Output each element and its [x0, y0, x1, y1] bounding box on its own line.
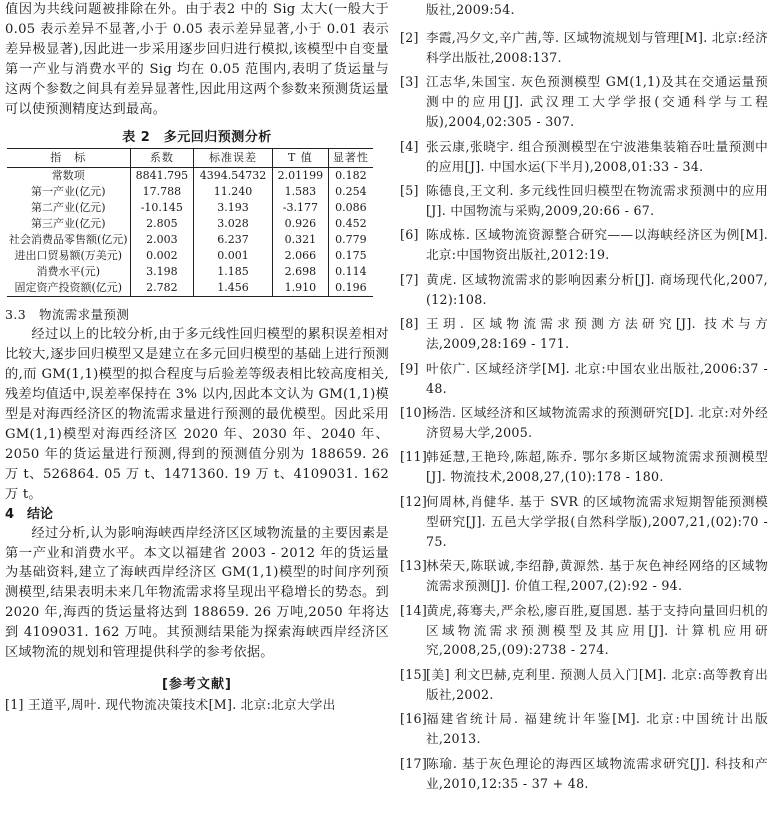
table-cell: 0.452	[328, 216, 373, 232]
table-row	[7, 168, 373, 185]
reference-item	[400, 181, 768, 221]
table-cell: 0.002	[130, 248, 193, 264]
table-cell: 常数项	[51, 169, 85, 183]
table-cell: 2.698	[273, 264, 329, 280]
table-cell: 社会消费品零售额(亿元)	[9, 233, 128, 247]
right-column	[400, 0, 768, 798]
table-cell: 3.028	[194, 216, 273, 232]
reference-item	[400, 359, 768, 399]
reference-text: 陈瑜. 基于灰色理论的海西区域物流需求研究[J]. 科技和产业,2010,12:35 - 37 + 48.	[426, 755, 768, 791]
section-4-heading: 4 结论	[5, 506, 54, 522]
paragraph-conclusion: 经过分析,认为影响海峡西岸经济区区域物流量的主要因素是第一产业和消费水平。本文以福建省 2003 - 2012 年的货运量为基础资料,建立了海峡西岸经济区 GM(1,1)模型的时间序列预测模型,结果表明未来几年物流需求将呈现出平稳增长的势态。到 2020 年,海西的货运量将达到 188659. 26 万吨,2050 年将达到 4109031. 162 万吨。其预测结果能为探索海峡西岸经济区区域物流的规划和管理提供科学的参考依据。	[5, 525, 389, 661]
header-significance: 显著性	[328, 149, 373, 168]
table-cell: 0.182	[328, 168, 373, 185]
reference-number: [8]	[400, 316, 419, 332]
reference-text: 林荣天,陈联诚,李绍静,黄源然. 基于灰色神经网络的区域物流需求预测[J]. 价值工程,2007,(2):92 - 94.	[426, 558, 768, 594]
reference-number: [15]	[400, 666, 428, 682]
header-std-error: 标准误差	[194, 149, 273, 168]
reference-text: 陈德良,王文利. 多元线性回归模型在物流需求预测中的应用[J]. 中国物流与采购,2009,20:66 - 67.	[426, 183, 768, 218]
reference-number: [14]	[400, 602, 428, 618]
reference-item	[400, 556, 768, 596]
table-row	[7, 248, 373, 264]
reference-1-continued: 版社,2009:54.	[426, 2, 515, 17]
reference-number: [2]	[400, 29, 419, 45]
reference-text: 陈成栋. 区域物流资源整合研究——以海峡经济区为例[M]. 北京:中国物资出版社,2012:19.	[426, 227, 768, 263]
section-3-3-heading: 3.3 物流需求量预测	[5, 307, 130, 323]
paragraph-forecast: 经过以上的比较分析,由于多元线性回归模型的累积误差相对比较大,逐步回归模型又是建立在多元回归模型的基础上进行预测的,而 GM(1,1)模型的拟合程度与后验差等级表相比较高度相关,残差均值适中,误差率保持在 3% 以内,因此本文认为 GM(1,1)模型是对海西经济区的物流需求量进行预测的最优模型。因此采用 GM(1,1)模型对海西经济区 2020 年、2030 年、2040 年、2050 年的货运量进行预测,得到的预测值分别为 188659. 26 万 t、526864. 05 万 t、1471360. 19 万 t、4109031. 162 万 t。	[5, 327, 389, 502]
reference-number: [17]	[400, 755, 428, 771]
reference-text: 江志华,朱国宝. 灰色预测模型 GM(1,1)及其在交通运量预测中的应用[J]. 武汉理工大学学报(交通科学与工程版),2004,02:305 - 307.	[426, 74, 768, 130]
reference-number: [11]	[400, 449, 428, 465]
regression-table	[7, 148, 373, 297]
table-cell: 2.01199	[273, 168, 329, 185]
header-t-value: T 值	[273, 149, 329, 168]
table-cell: 3.193	[194, 200, 273, 216]
table-cell: 进出口贸易额(万美元)	[14, 249, 123, 263]
table-cell: 1.456	[194, 280, 273, 297]
reference-number: [3]	[400, 74, 419, 90]
header-coefficient: 系数	[130, 149, 193, 168]
table-cell: 17.788	[130, 184, 193, 200]
reference-item	[400, 314, 768, 354]
table-cell: 第一产业(亿元)	[31, 185, 106, 199]
reference-1: [1] 王道平,周叶. 现代物流决策技术[M]. 北京:北京大学出	[5, 696, 336, 712]
table-cell: 2.805	[130, 216, 193, 232]
reference-text: 福建省统计局. 福建统计年鉴[M]. 北京:中国统计出版社,2013.	[426, 711, 768, 747]
reference-text: 叶依广. 区域经济学[M]. 北京:中国农业出版社,2006:37 - 48.	[426, 360, 768, 396]
reference-text: [美] 利文巴赫,克利里. 预测人员入门[M]. 北京:高等教育出版社,2002.	[426, 666, 768, 702]
reference-text: 张云康,张晓宇. 组合预测模型在宁波港集装箱吞吐量预测中的应用[J]. 中国水运(下半月),2008,01:33 - 34.	[426, 138, 768, 174]
reference-item	[400, 665, 768, 705]
table-header-row	[7, 149, 373, 168]
table-row	[7, 280, 373, 297]
reference-item	[400, 754, 768, 794]
table-cell: 0.254	[328, 184, 373, 200]
table-cell: 2.003	[130, 232, 193, 248]
table-cell: 0.175	[328, 248, 373, 264]
table-row	[7, 232, 373, 248]
left-column	[5, 0, 389, 715]
references-heading: [参考文献]	[162, 676, 232, 692]
table-cell: 8841.795	[130, 168, 193, 185]
reference-number: [12]	[400, 493, 428, 509]
table-cell: 0.114	[328, 264, 373, 280]
reference-number: [7]	[400, 271, 419, 287]
table-cell: 4394.54732	[194, 168, 273, 185]
table-row	[7, 216, 373, 232]
reference-text: 黄虎. 区域物流需求的影响因素分析[J]. 商场现代化,2007,(12):108.	[426, 271, 768, 307]
reference-item	[400, 403, 768, 443]
reference-text: 李霞,冯夕文,辛广茜,等. 区域物流规划与管理[M]. 北京:经济科学出版社,2008:137.	[426, 29, 768, 65]
table-cell: 第二产业(亿元)	[31, 201, 106, 215]
table-row	[7, 184, 373, 200]
table-cell: 1.910	[273, 280, 329, 297]
table-cell: 0.001	[194, 248, 273, 264]
reference-text: 杨浩. 区域经济和区域物流需求的预测研究[D]. 北京:对外经济贸易大学,2005.	[426, 405, 768, 440]
table-cell: 1.583	[273, 184, 329, 200]
reference-item	[400, 447, 768, 487]
table-cell: 第三产业(亿元)	[31, 217, 106, 231]
table-cell: 0.926	[273, 216, 329, 232]
table-cell: 0.086	[328, 200, 373, 216]
reference-text: 韩延慧,王艳玲,陈超,陈乔. 鄂尔多斯区域物流需求预测模型[J]. 物流技术,2008,27,(10):178 - 180.	[426, 449, 768, 485]
reference-item	[400, 601, 768, 661]
reference-number: [10]	[400, 405, 428, 421]
reference-number: [6]	[400, 227, 419, 243]
header-indicator: 指 标	[7, 149, 130, 168]
table-2-title: 表 2 多元回归预测分析	[122, 130, 272, 146]
table-cell: 2.066	[273, 248, 329, 264]
table-cell: 固定资产投资额(亿元)	[7, 280, 130, 297]
reference-number: [13]	[400, 558, 428, 574]
reference-item	[400, 137, 768, 177]
table-row	[7, 200, 373, 216]
reference-number: [16]	[400, 711, 428, 727]
reference-number: [5]	[400, 183, 419, 199]
reference-item	[400, 28, 768, 68]
table-cell: -10.145	[130, 200, 193, 216]
table-cell: 0.779	[328, 232, 373, 248]
table-cell: 0.196	[328, 280, 373, 297]
table-cell: 消费水平(元)	[36, 265, 101, 279]
table-cell: 6.237	[194, 232, 273, 248]
reference-item	[400, 709, 768, 749]
reference-item	[400, 492, 768, 552]
reference-item	[400, 270, 768, 310]
table-cell: 0.321	[273, 232, 329, 248]
table-cell: 11.240	[194, 184, 273, 200]
paragraph-intro: 值因为共线问题被排除在外。由于表2 中的 Sig 太大(一般大于 0.05 表示差异不显著,小于 0.05 表示差异显著,小于 0.01 表示差异极显著),因此进一步采用逐步回归进行模拟,该模型中自变量第一产业与消费水平的 Sig 均在 0.05 范围内,表明了货运量与这两个参数之间具有差异显著性,因此用这两个参数来预测货运量可以使预测精度达到最高。	[5, 2, 389, 117]
table-cell: -3.177	[273, 200, 329, 216]
reference-number: [4]	[400, 138, 419, 154]
table-cell: 3.198	[130, 264, 193, 280]
reference-item	[400, 225, 768, 265]
reference-item	[400, 72, 768, 132]
table-row	[7, 264, 373, 280]
reference-text: 王玥. 区域物流需求预测方法研究[J]. 技术与方法,2009,28:169 - 171.	[426, 316, 768, 352]
reference-number: [9]	[400, 360, 419, 376]
reference-text: 何周林,肖健华. 基于 SVR 的区域物流需求短期智能预测模型研究[J]. 五邑大学学报(自然科学版),2007,21,(02):70 - 75.	[426, 493, 768, 549]
table-cell: 1.185	[194, 264, 273, 280]
reference-text: 黄虎,蒋骞夫,严余松,廖百胜,夏国恩. 基于支持向量回归机的区域物流需求预测模型及其应用[J]. 计算机应用研究,2008,25,(09):2738 - 274.	[426, 602, 768, 658]
table-cell: 2.782	[130, 280, 193, 297]
